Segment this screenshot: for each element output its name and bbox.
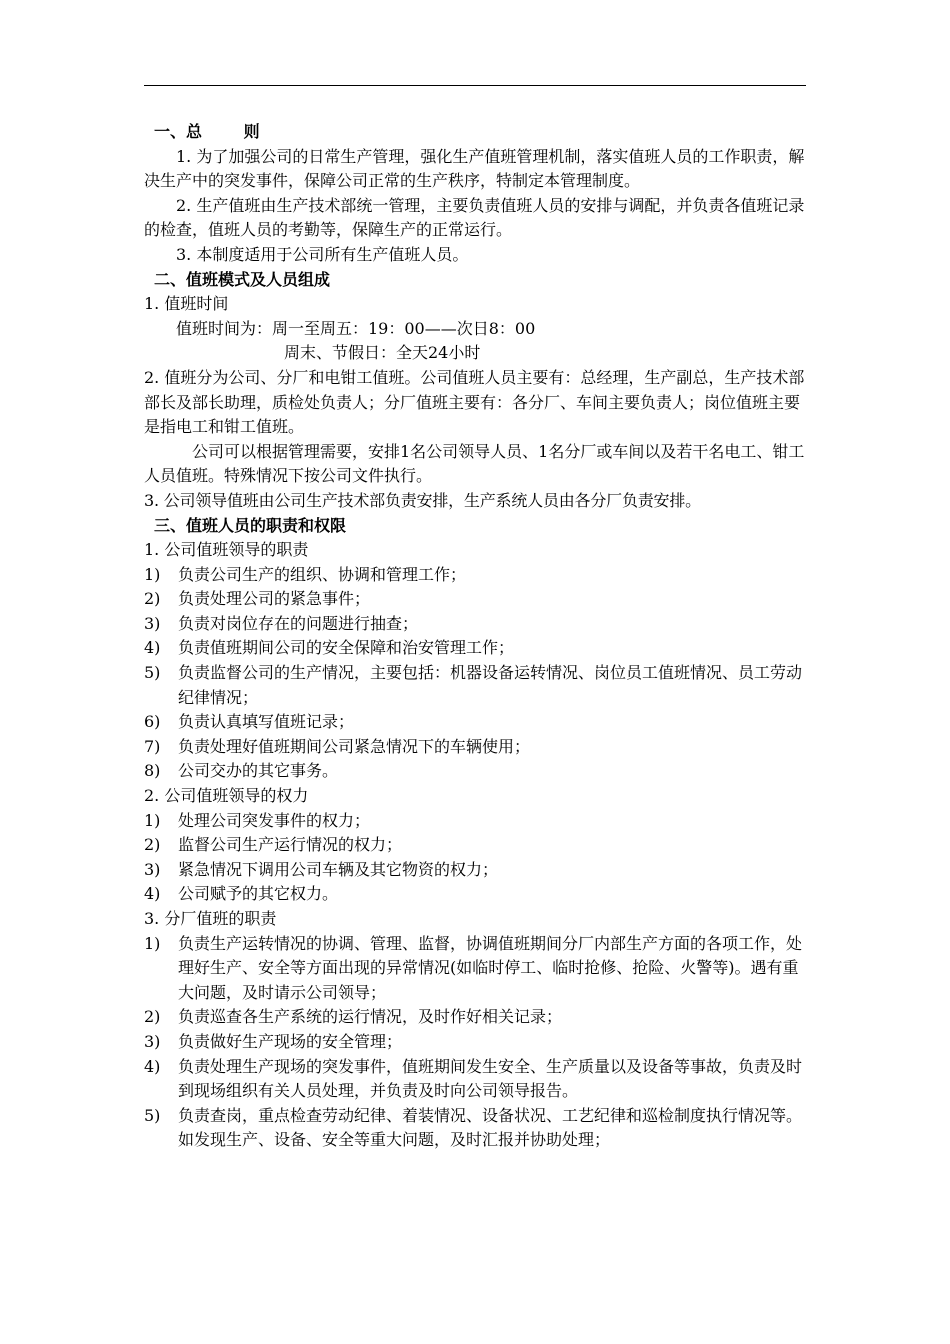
list-text: 负责值班期间公司的安全保障和治安管理工作； — [178, 638, 515, 658]
list-number: 7) — [144, 736, 161, 756]
list-text: 负责公司生产的组织、协调和管理工作； — [178, 564, 467, 584]
list-text: 负责巡查各生产系统的运行情况，及时作好相关记录； — [178, 1007, 563, 1027]
subheading: 3. 分厂值班的职责 — [144, 909, 277, 928]
paragraph: 3. 本制度适用于公司所有生产值班人员。 — [176, 244, 469, 264]
subheading: 1. 公司值班领导的职责 — [144, 540, 309, 560]
list-number: 6) — [144, 712, 161, 732]
list-text: 负责处理好值班期间公司紧急情况下的车辆使用； — [178, 736, 531, 756]
list-item — [144, 710, 812, 735]
paragraph: 周末、节假日：全天24小时 — [284, 343, 481, 363]
list-item — [144, 612, 812, 637]
paragraph: 2. 值班分为公司、分厂和电钳工值班。公司值班人员主要有：总经理，生产副总，生产技术部部长及部长助理，质检处负责人；分厂值班主要有：各分厂、车间主要负责人；岗位值班主要是指电工和钳工值班。 — [144, 367, 805, 437]
list-text: 负责查岗，重点检查劳动纪律、着装情况、设备状况、工艺纪律和巡检制度执行情况等。如发现生产、设备、安全等重大问题，及时汇报并协助处理； — [178, 1105, 803, 1150]
list-item — [144, 735, 812, 760]
list-text: 处理公司突发事件的权力； — [178, 810, 371, 830]
list-text: 监督公司生产运行情况的权力； — [178, 835, 403, 855]
section-title: 总 则 — [186, 122, 278, 141]
list-number: 2) — [144, 835, 161, 855]
list-number: 2) — [144, 589, 161, 609]
paragraph: 1. 为了加强公司的日常生产管理，强化生产值班管理机制，落实值班人员的工作职责，解决生产中的突发事件，保障公司正常的生产秩序，特制定本管理制度。 — [144, 146, 805, 191]
list-text: 负责对岗位存在的问题进行抽查； — [178, 613, 419, 633]
list-number: 3) — [144, 613, 161, 633]
list-text: 公司交办的其它事务。 — [178, 761, 339, 781]
list-number: 3) — [144, 1031, 161, 1051]
subheading: 2. 公司值班领导的权力 — [144, 786, 309, 806]
list-number: 5) — [144, 663, 161, 683]
list-number: 1) — [144, 933, 161, 953]
list-number: 5) — [144, 1105, 161, 1125]
list-text: 负责做好生产现场的安全管理； — [178, 1031, 403, 1051]
list-number: 4) — [144, 1056, 161, 1076]
section-number: 一、 — [154, 122, 187, 141]
list-item — [144, 759, 812, 784]
list-item — [144, 1030, 812, 1055]
subheading: 1. 值班时间 — [144, 294, 229, 314]
list-number: 4) — [144, 638, 161, 658]
paragraph: 值班时间为：周一至周五：19：00——次日8：00 — [176, 318, 536, 338]
list-item — [144, 587, 812, 612]
list-text: 紧急情况下调用公司车辆及其它物资的权力； — [178, 859, 499, 879]
paragraph: 2. 生产值班由生产技术部统一管理，主要负责值班人员的安排与调配，并负责各值班记录的检查，值班人员的考勤等，保障生产的正常运行。 — [144, 195, 805, 240]
list-item — [144, 563, 812, 588]
list-text: 负责监督公司的生产情况，主要包括：机器设备运转情况、岗位员工值班情况、员工劳动纪律情况； — [178, 663, 803, 707]
list-item — [144, 833, 812, 858]
paragraph: 3. 公司领导值班由公司生产技术部负责安排，生产系统人员由各分厂负责安排。 — [144, 490, 701, 510]
list-item — [144, 858, 812, 883]
list-number: 4) — [144, 884, 161, 904]
list-item — [144, 1055, 812, 1104]
list-number: 1) — [144, 564, 161, 584]
list-item — [144, 809, 812, 834]
list-number: 3) — [144, 859, 161, 879]
list-item — [144, 932, 812, 1006]
list-item — [144, 1104, 812, 1153]
paragraph: 公司可以根据管理需要，安排1名公司领导人员、1名分厂或车间以及若干名电工、钳工人员值班。特殊情况下按公司文件执行。 — [144, 441, 805, 486]
list-text: 负责认真填写值班记录； — [178, 712, 355, 732]
list-number: 1) — [144, 810, 161, 830]
section-heading-duties: 三、值班人员的职责和权限 — [154, 515, 347, 535]
header-rule — [144, 85, 806, 86]
list-item — [144, 1005, 812, 1030]
section-heading-shift-mode: 二、值班模式及人员组成 — [154, 269, 331, 289]
document-body — [144, 120, 812, 1153]
list-item — [144, 882, 812, 907]
list-text: 负责处理公司的紧急事件； — [178, 589, 371, 609]
list-item — [144, 661, 812, 710]
list-text: 负责生产运转情况的协调、管理、监督，协调值班期间分厂内部生产方面的各项工作，处理好生产、安全等方面出现的异常情况(如临时停工、临时抢修、抢险、火警等)。遇有重大问题，及时请示公司领导； — [178, 933, 803, 1002]
list-text: 负责处理生产现场的突发事件，值班期间发生安全、生产质量以及设备等事故，负责及时到现场组织有关人员处理，并负责及时向公司领导报告。 — [178, 1056, 803, 1101]
section-heading-general — [144, 120, 812, 145]
list-item — [144, 636, 812, 661]
list-number: 8) — [144, 761, 161, 781]
list-number: 2) — [144, 1007, 161, 1027]
list-text: 公司赋予的其它权力。 — [178, 884, 339, 904]
